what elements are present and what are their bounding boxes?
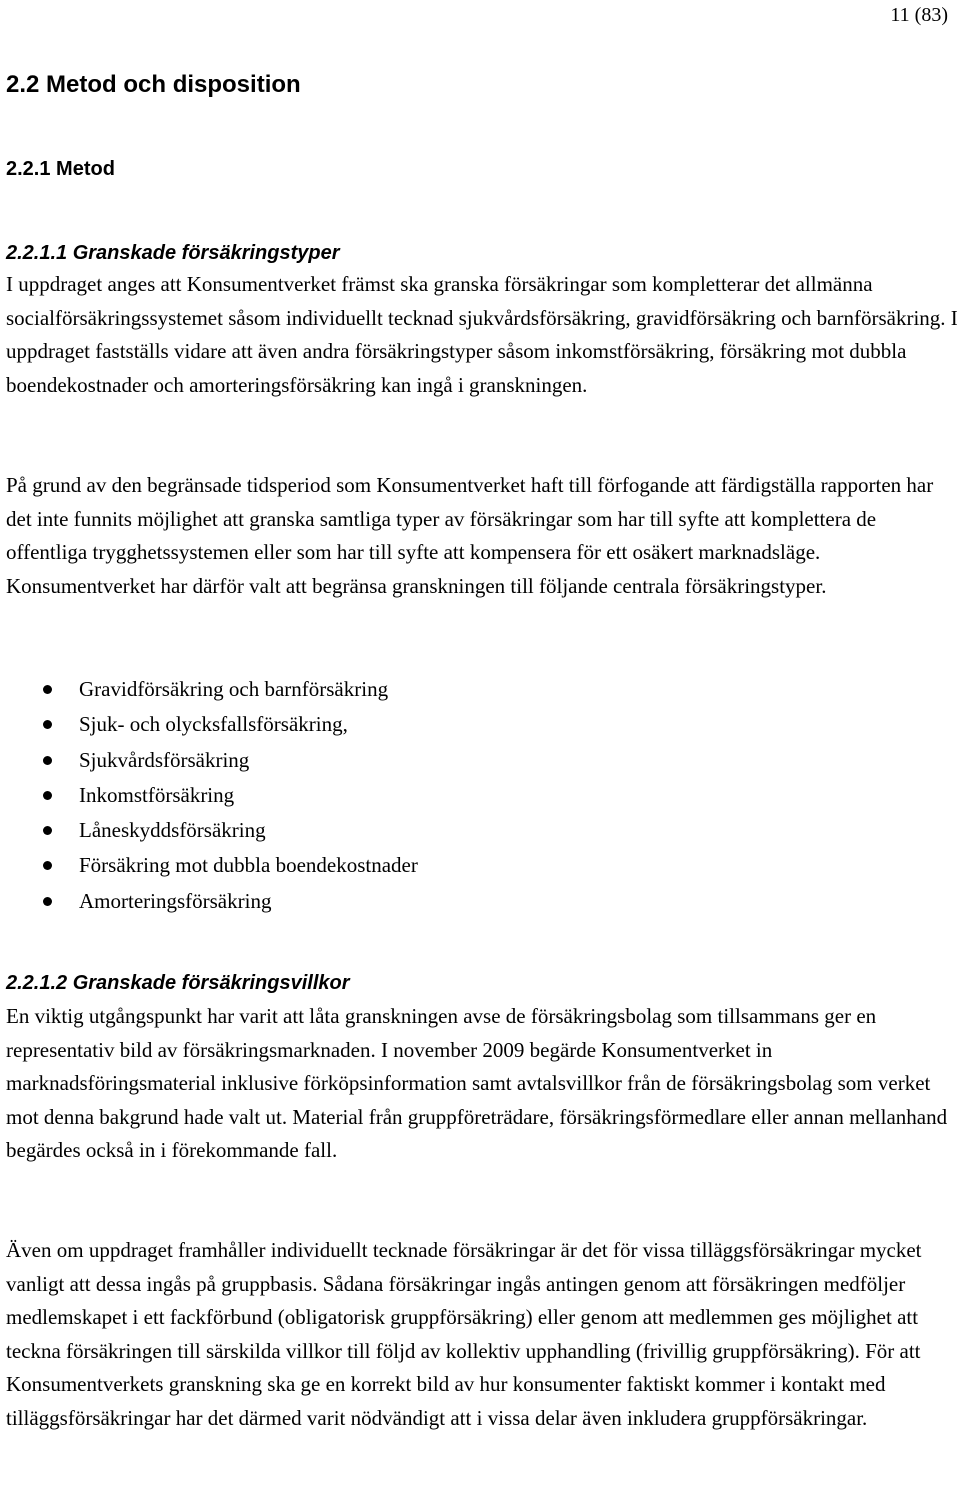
page-number: 11 (83) <box>890 4 948 26</box>
insurance-type-list <box>0 672 418 919</box>
list-item-text: Sjukvårdsförsäkring <box>79 747 250 772</box>
list-item <box>0 672 418 707</box>
bullet-icon <box>43 826 52 835</box>
list-item-text: Försäkring mot dubbla boendekostnader <box>79 853 418 878</box>
list-item <box>0 813 418 848</box>
list-item <box>0 778 418 813</box>
paragraph-tidsperiod: På grund av den begränsade tidsperiod som Konsumentverket haft till förfogande att färdigställa rapporten har det inte funnits möjlighet att granska samtliga typer av försäkringar som har till syfte att komplettera de offentliga trygghetssystemen eller som har till syfte att kompensera för ett osäkert marknadsläge. Konsumentverket har därför valt att begränsa granskningen till följande centrala försäkringstyper. <box>6 473 934 598</box>
list-item-text: Inkomstförsäkring <box>79 782 235 807</box>
paragraph-gruppforsakringar: Även om uppdraget framhåller individuellt tecknade försäkringar är det för vissa tilläggsförsäkringar mycket vanligt att dessa ingås på gruppbasis. Sådana försäkringar ingås antingen genom att försäkringen medföljer medlemskapet i ett fackförbund (obligatorisk gruppförsäkring) eller genom att medlemmen ges möjlighet att teckna försäkringen till särskilda villkor till följd av kollektiv upphandling (frivillig gruppförsäkring). För att Konsumentverkets granskning ska ge en korrekt bild av hur konsumenter faktiskt kommer i kontakt med tilläggsförsäkringar har det därmed varit nödvändigt att i vissa delar även inkludera gruppförsäkringar. <box>6 1238 922 1430</box>
list-item <box>0 707 418 742</box>
bullet-icon <box>43 685 52 694</box>
list-item-text: Amorteringsförsäkring <box>79 888 272 913</box>
bullet-icon <box>43 861 52 870</box>
paragraph-utgangspunkt: En viktig utgångspunkt har varit att låta granskningen avse de försäkringsbolag som tillsammans ger en representativ bild av försäkringsmarknaden. I november 2009 begärde Konsumentverket in marknadsföringsmaterial inklusive förköpsinformation samt avtalsvillkor från de försäkringsbolag som verket mot denna bakgrund hade valt ut. Material från gruppföreträdare, försäkringsförmedlare eller annan mellanhand begärdes också in i förekommande fall. <box>6 1004 948 1163</box>
list-item-text: Låneskyddsförsäkring <box>79 818 266 843</box>
list-item-text: Sjuk- och olycksfallsförsäkring, <box>79 712 348 737</box>
bullet-icon <box>43 756 52 765</box>
list-item <box>0 743 418 778</box>
section-heading-2-2: 2.2 Metod och disposition <box>6 71 301 98</box>
section-heading-2-2-1: 2.2.1 Metod <box>6 158 115 180</box>
list-item <box>0 884 418 919</box>
list-item <box>0 848 418 883</box>
paragraph-uppdraget: I uppdraget anges att Konsumentverket främst ska granska försäkringar som kompletterar det allmänna socialförsäkringssystemet såsom individuellt tecknad sjukvårdsförsäkring, gravidförsäkring och barnförsäkring. I uppdraget fastställs vidare att även andra försäkringstyper såsom inkomstförsäkring, försäkring mot dubbla boendekostnader och amorteringsförsäkring kan ingå i granskningen. <box>6 272 958 397</box>
bullet-icon <box>43 897 52 906</box>
bullet-icon <box>43 720 52 729</box>
section-heading-granskade-forsakringstyper: 2.2.1.1 Granskade försäkringstyper <box>6 242 340 264</box>
section-heading-granskade-forsakringsvillkor: 2.2.1.2 Granskade försäkringsvillkor <box>6 972 350 994</box>
list-item-text: Gravidförsäkring och barnförsäkring <box>79 677 389 701</box>
bullet-icon <box>43 791 52 800</box>
